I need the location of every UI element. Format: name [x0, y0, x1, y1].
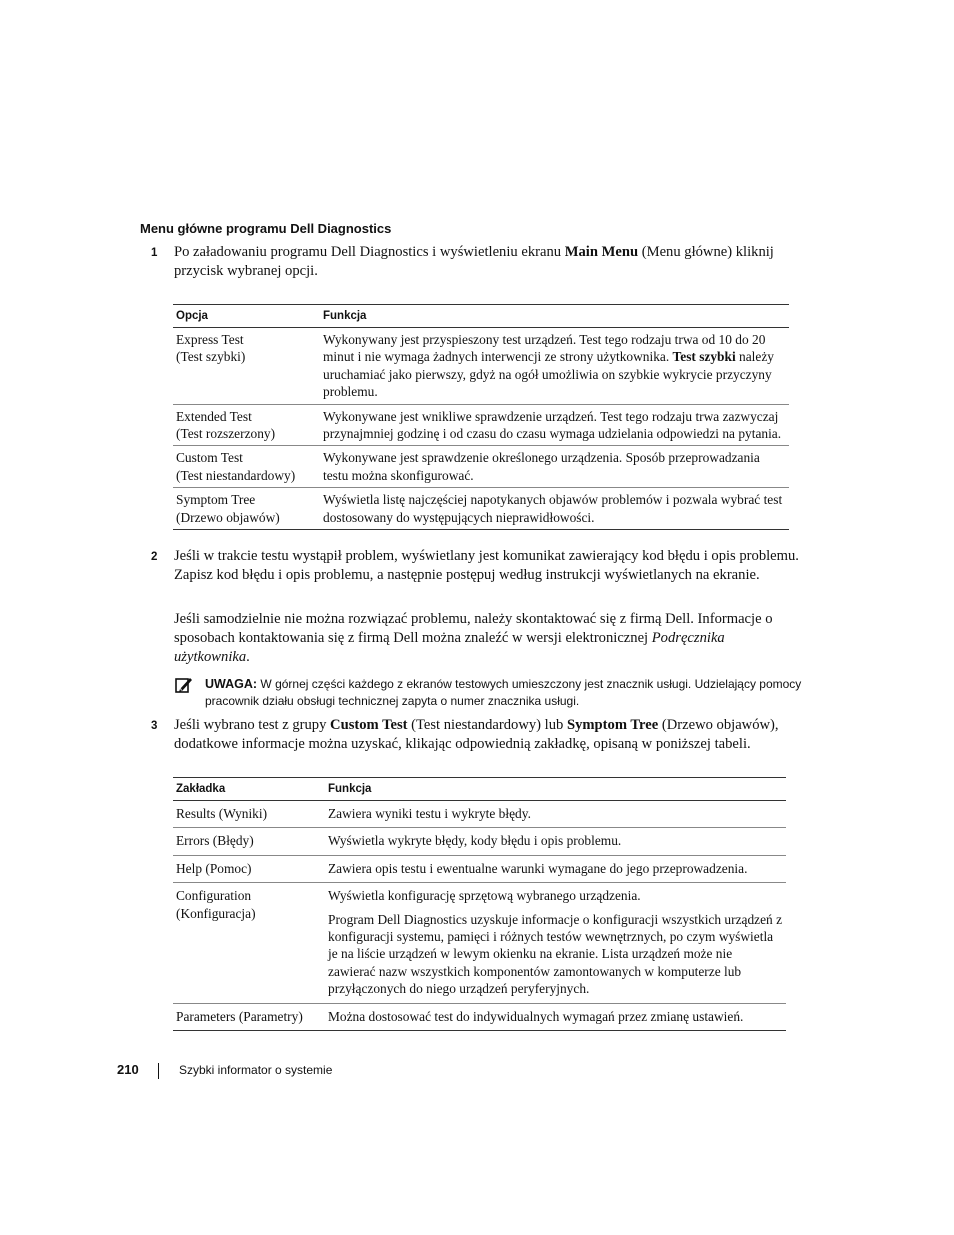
table-row: Configuration (Konfiguracja) Wyświetla konfigurację sprzętową wybranego urządzenia. Program Dell Diagnostics uzyskuje informacje o konfiguracji wszystkich urządzeń z konfiguracji systemu, pamięci i różnych testów wewnętrznych, po czym wyświetla je na liście urządzeń w lewym okienku na ekranie. Lista urządzeń może nie zawierać nazw wszystkich komponentów zamontowanych w komputerze lub przyłączonych do niego urządzeń peryferyjnych.: [173, 883, 786, 1003]
table-row: Extended Test (Test rozszerzony) Wykonywane jest wnikliwe sprawdzenie urządzeń. Test tego rodzaju trwa zazwyczaj przynajmniej godzinę i od czasu do czasu wymaga udzielania odpowiedzi na pytania.: [173, 404, 789, 446]
column-header: Opcja: [173, 305, 320, 328]
column-header: Funkcja: [320, 305, 789, 328]
contact-paragraph: Jeśli samodzielnie nie można rozwiązać problemu, należy skontaktować się z firmą Dell. Informacje o sposobach kontaktowania się z firmą Dell można znaleźć w wersji elektronicznej Podręcznika użytkownika.: [174, 611, 773, 665]
table-row: Parameters (Parametry) Można dostosować test do indywidualnych wymagań przez zmianę ustawień.: [173, 1003, 786, 1030]
footer-title: Szybki informator o systemie: [179, 1063, 333, 1077]
column-header: Funkcja: [325, 778, 786, 801]
step-number: 3: [151, 720, 158, 732]
table-row: Results (Wyniki) Zawiera wyniki testu i wykryte błędy.: [173, 801, 786, 828]
table-row: Help (Pomoc) Zawiera opis testu i ewentualne warunki wymagane do jego przeprowadzenia.: [173, 855, 786, 882]
pencil-note-icon: [175, 676, 193, 694]
table-row: Custom Test (Test niestandardowy) Wykonywane jest sprawdzenie określonego urządzenia. Sposób przeprowadzania testu można skonfigurować.: [173, 446, 789, 488]
table-row: Errors (Błędy) Wyświetla wykryte błędy, kody błędu i opis problemu.: [173, 828, 786, 855]
table-row: Symptom Tree (Drzewo objawów) Wyświetla listę najczęściej napotykanych objawów problemów i pozwala wybrać test dostosowany do występujących nieprawidłowości.: [173, 488, 789, 530]
column-header: Zakładka: [173, 778, 325, 801]
section-heading: Menu główne programu Dell Diagnostics: [140, 221, 392, 236]
step-1-text: Po załadowaniu programu Dell Diagnostics i wyświetleniu ekranu Main Menu (Menu główne) kliknij przycisk wybranej opcji.: [174, 244, 774, 279]
step-number: 1: [151, 247, 158, 259]
step-number: 2: [151, 551, 158, 563]
table-row: Express Test (Test szybki) Wykonywany jest przyspieszony test urządzeń. Test tego rodzaju trwa od 10 do 20 minut i nie wymaga żadnych interwencji ze strony użytkownika. Test szybki należy uruchamiać jako pierwszy, gdyż na ogół umożliwia on szybkie wykrycie przyczyny problemu.: [173, 328, 789, 405]
note-text: UWAGA: W górnej części każdego z ekranów testowych umieszczony jest znacznik usługi. Udzielający pomocy pracownik działu obsługi technicznej zapyta o numer znacznika usługi.: [205, 677, 802, 708]
options-table: [173, 304, 789, 530]
step-3-text: Jeśli wybrano test z grupy Custom Test (Test niestandardowy) lub Symptom Tree (Drzewo objawów), dodatkowe informacje można uzyskać, klikając odpowiednią zakładkę, opisaną w poniższej tabeli.: [174, 717, 779, 752]
tabs-table: [173, 777, 786, 1031]
footer-divider: [158, 1063, 159, 1079]
step-2-text: Jeśli w trakcie testu wystąpił problem, wyświetlany jest komunikat zawierający kod błędu i opis problemu. Zapisz kod błędu i opis problemu, a następnie postępuj według instrukcji wyświetlanych na ekranie.: [174, 548, 799, 583]
page-number: 210: [117, 1062, 139, 1077]
